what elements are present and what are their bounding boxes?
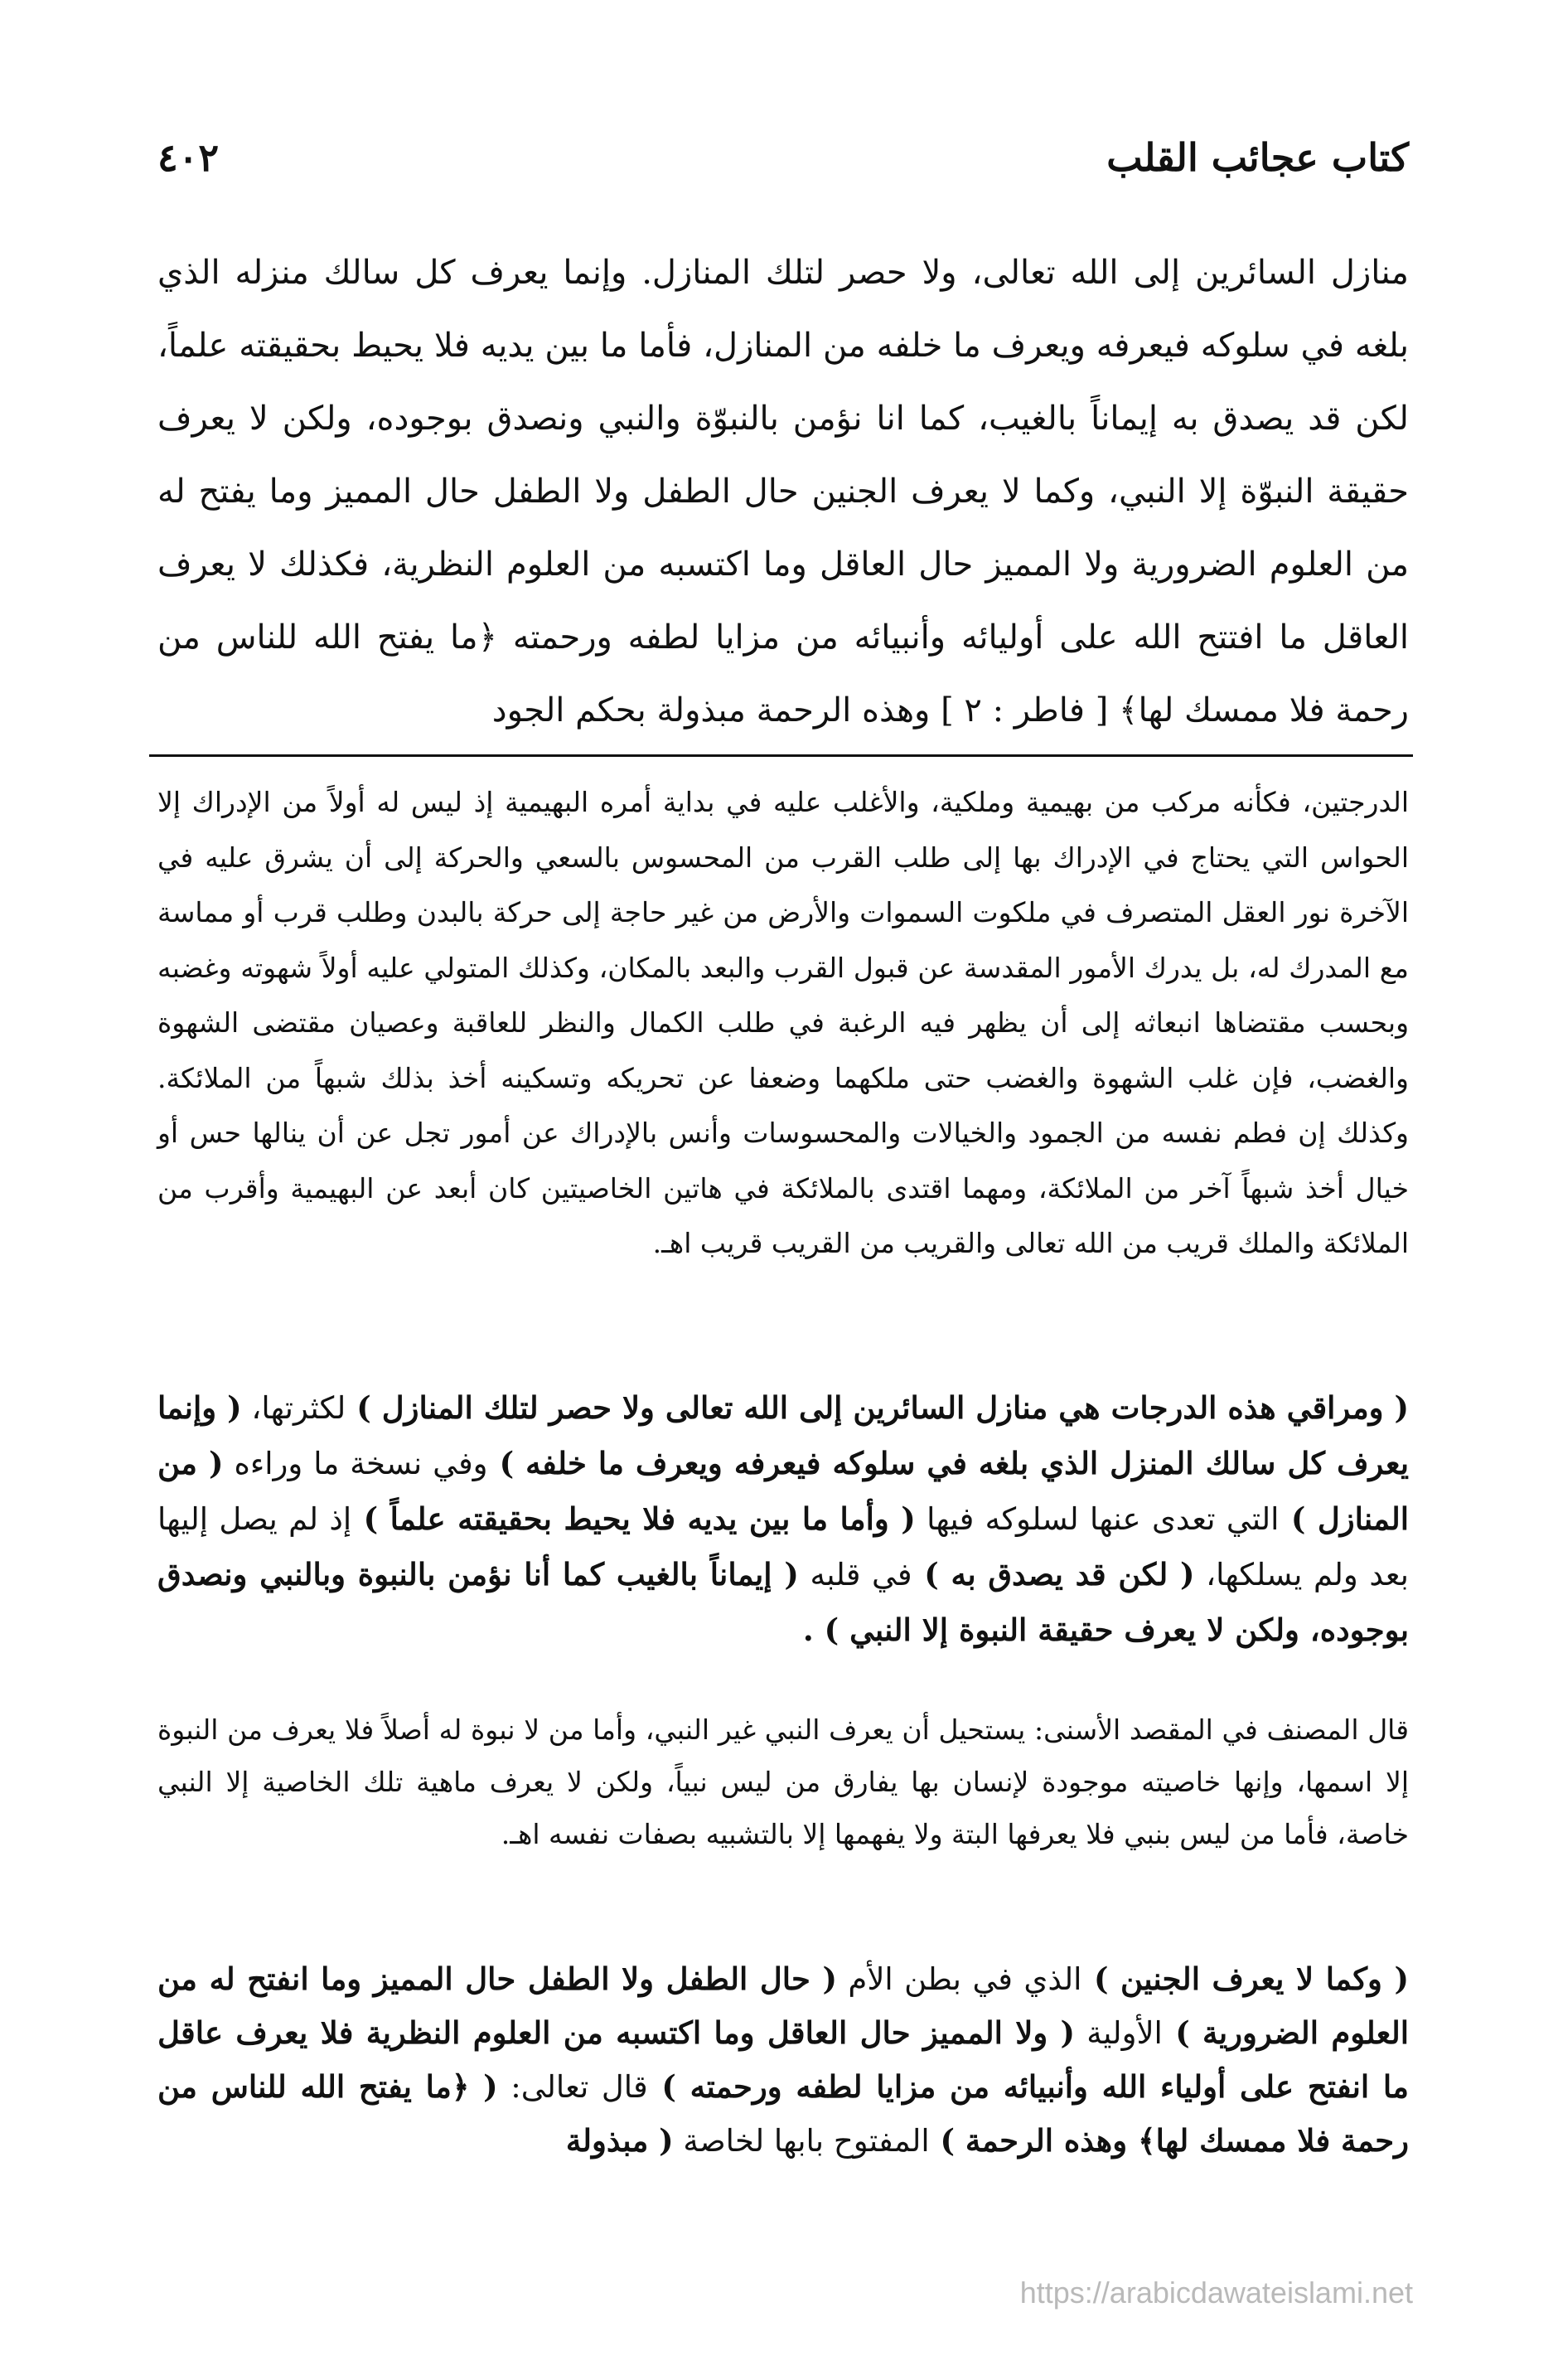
commentary-explanation-run: لكثرتها، — [241, 1390, 346, 1426]
commentary-quoted-run: ( وأما ما بين يديه فلا يحيط بحقيقته علماً ) — [351, 1500, 916, 1537]
footnote-divider — [149, 754, 1413, 757]
commentary-quoted-run: ( وإنما يعرف كل سالك المنزل الذي بلغه في سلوكه فيعرفه ويعرف ما خلفه ) — [157, 1389, 1409, 1481]
footnote-paragraph: الدرجتين، فكأنه مركب من بهيمية وملكية، والأغلب عليه في بداية أمره البهيمية إذ ليس له أولاً من الإدراك إلا الحواس التي يحتاج في الإدراك بها إلى طلب القرب من المحسوس بالسعي والحركة إلى أن يشرق عليه في الآخرة نور العقل المتصرف في ملكوت السموات والأرض من غير حاجة إلى حركة بالبدن وطلب قرب أو مماسة مع المدرك له، بل يدرك الأمور المقدسة عن قبول القرب والبعد بالمكان، وكذلك المتولي عليه أولاً شهوته وغضبه وبحسب مقتضاها انبعاثه إلى أن يظهر فيه الرغبة في طلب الكمال والنظر للعاقبة وعصيان مقتضى الشهوة والغضب، فإن غلب الشهوة والغضب حتى ملكهما وضعفا عن تحريكه وتسكينه أخذ بذلك شبهاً من الملائكة. وكذلك إن فطم نفسه من الجمود والخيالات والمحسوسات وأنس بالإدراك عن أمور تجل عن أن ينالها حس أو خيال أخذ شبهاً آخر من الملائكة، ومهما اقتدى بالملائكة في هاتين الخاصيتين كان أبعد عن البهيمية وأقرب من الملائكة والملك قريب من الله تعالى والقريب من القريب قريب اهـ. — [157, 786, 1409, 1259]
commentary-paragraph-2 — [157, 1704, 1409, 1860]
page-header — [157, 124, 1409, 191]
commentary-text — [157, 1380, 1409, 1658]
commentary-quoted-run: ( ومراقي هذه الدرجات هي منازل السائرين إلى الله تعالى ولا حصر لتلك المنازل ) — [346, 1389, 1409, 1426]
commentary-quoted-run: ( ولا المميز حال العاقل وما اكتسبه من العلوم النظرية فلا يعرف عاقل ما انفتح على أولياء الله وأنبيائه من مزايا لطفه ورحمته ) — [157, 2014, 1409, 2105]
commentary-explanation-run: المفتوح بابها لخاصة — [673, 2123, 930, 2159]
commentary-explanation-run: قال المصنف في المقصد الأسنى: يستحيل أن يعرف النبي غير النبي، وأما من لا نبوة له أصلاً فلا يعرف من النبوة إلا اسمها، وإنها خاصيته موجودة لإنسان بها يفارق من ليس نبياً، ولكن لا يعرف ماهية تلك الخاصية إلا النبي خاصة، فأما من ليس بنبي فلا يعرفها البتة ولا يفهمها إلا بالتشبيه بصفات نفسه اهـ. — [157, 1714, 1409, 1850]
commentary-explanation-run: الذي في بطن الأم — [836, 1961, 1082, 1997]
commentary-quoted-run: ( حال الطفل ولا الطفل حال المميز وما انفتح له من العلوم الضرورية ) — [157, 1961, 1410, 2051]
commentary-quote — [157, 1704, 1409, 1860]
commentary-quoted-run: ( مبذولة — [565, 2122, 674, 2159]
commentary-quoted-run: ( إيماناً بالغيب كما أنا نؤمن بالنبوة وبالنبي ونصدق بوجوده، ولكن لا يعرف حقيقة النبوة إلا النبي ) . — [157, 1556, 1409, 1648]
commentary-quoted-run: ( من المنازل ) — [157, 1445, 1410, 1537]
commentary-paragraph-1 — [157, 1380, 1409, 1658]
page-number: ٤٠٢ — [157, 135, 220, 180]
commentary-explanation-run: في قلبه — [798, 1557, 912, 1592]
commentary-explanation-run: قال تعالى: — [497, 2069, 648, 2105]
commentary-quoted-run: ( ﴿ما يفتح الله للناس من رحمة فلا ممسك لها﴾ وهذه الرحمة ) — [157, 2068, 1409, 2159]
main-paragraph: منازل السائرين إلى الله تعالى، ولا حصر لتلك المنازل. وإنما يعرف كل سالك منزله الذي بلغه في سلوكه فيعرفه ويعرف ما خلفه من المنازل، فأما ما بين يديه فلا يحيط بحقيقته علماً، لكن قد يصدق به إيماناً بالغيب، كما انا نؤمن بالنبوّة والنبي ونصدق بوجوده، ولكن لا يعرف حقيقة النبوّة إلا النبي، وكما لا يعرف الجنين حال الطفل ولا الطفل حال المميز وما يفتح له من العلوم الضرورية ولا المميز حال العاقل وما اكتسبه من العلوم النظرية، فكذلك لا يعرف العاقل ما افتتح الله على أوليائه وأنبيائه من مزايا لطفه ورحمته ﴿ما يفتح الله للناس من رحمة فلا ممسك لها﴾ [ فاطر : ٢ ] وهذه الرحمة مبذولة بحكم الجود — [157, 254, 1409, 730]
commentary-paragraph-3 — [157, 1952, 1409, 2168]
commentary-text — [157, 1952, 1409, 2168]
book-title: كتاب عجائب القلب — [1106, 135, 1409, 180]
commentary-explanation-run: الأولية — [1075, 2015, 1163, 2051]
main-text — [157, 236, 1409, 747]
footnote — [157, 775, 1409, 1272]
watermark-url: https://arabicdawateislami.net — [1019, 2276, 1413, 2310]
commentary-quoted-run: ( لكن قد يصدق به ) — [912, 1556, 1195, 1592]
commentary-explanation-run: التي تعدى عنها لسلوكه فيها — [915, 1501, 1280, 1537]
commentary-explanation-run: إذ لم يصل إليها بعد ولم يسلكها، — [157, 1501, 1409, 1592]
commentary-quoted-run: ( وكما لا يعرف الجنين ) — [1081, 1961, 1409, 1997]
commentary-explanation-run: وفي نسخة ما وراءه — [223, 1446, 488, 1481]
